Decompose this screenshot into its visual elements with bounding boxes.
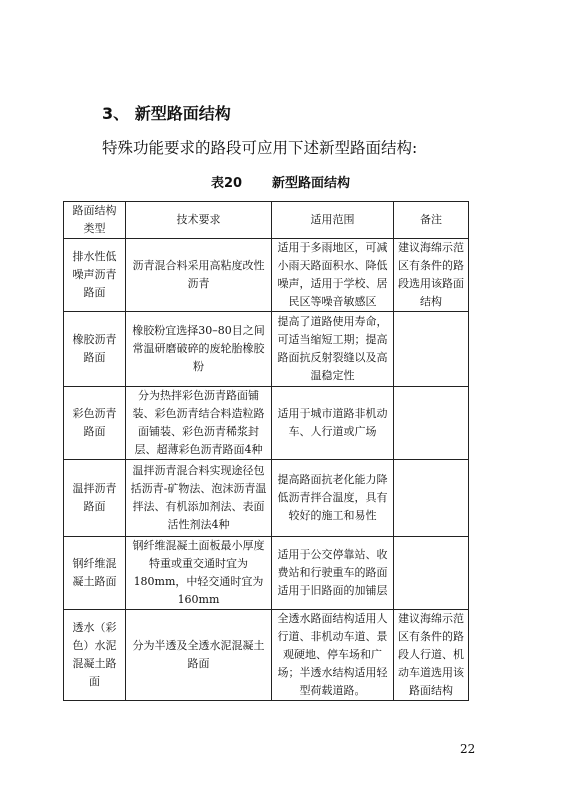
cell-remarks [394,537,469,610]
cell-requirements: 沥青混合料采用高粘度改性沥青 [126,239,272,312]
header-remarks: 备注 [394,202,469,239]
cell-remarks [394,387,469,460]
cell-type: 钢纤维混凝土路面 [64,537,126,610]
table-row [64,460,469,537]
cell-scope: 适用于公交停靠站、收费站和行驶重车的路面适用于旧路面的加铺层 [272,537,394,610]
cell-requirements: 分为半透及全透水泥混凝土路面 [126,610,272,701]
table-row [64,239,469,312]
header-type: 路面结构类型 [64,202,126,239]
cell-type: 彩色沥青路面 [64,387,126,460]
intro-paragraph: 特殊功能要求的路段可应用下述新型路面结构: [102,139,418,157]
cell-type: 透水（彩色）水泥混凝土路面 [64,610,126,701]
cell-remarks: 建议海绵示范区有条件的路段选用该路面结构 [394,239,469,312]
table-caption [0,172,561,191]
cell-type: 温拌沥青路面 [64,460,126,537]
page-number: 22 [460,742,476,756]
cell-remarks [394,460,469,537]
cell-scope: 全透水路面结构适用人行道、非机动车道、景观硬地、停车场和广场；半透水结构适用轻型荷载道路。 [272,610,394,701]
cell-scope: 提高了道路使用寿命，可适当缩短工期；提高路面抗反射裂缝以及高温稳定性 [272,312,394,387]
table-header-row [64,202,469,239]
cell-type: 橡胶沥青路面 [64,312,126,387]
table-row [64,312,469,387]
header-requirements: 技术要求 [126,202,272,239]
cell-requirements: 温拌沥青混合料实现途径包括沥青-矿物法、泡沫沥青温拌法、有机添加剂法、表面活性剂法4种 [126,460,272,537]
cell-remarks [394,312,469,387]
cell-scope: 适用于城市道路非机动车、人行道或广场 [272,387,394,460]
cell-type: 排水性低噪声沥青路面 [64,239,126,312]
cell-requirements: 分为热拌彩色沥青路面铺装、彩色沥青结合料造粒路面铺装、彩色沥青稀浆封层、超薄彩色沥青路面4种 [126,387,272,460]
table-number: 表20 [210,176,243,191]
cell-scope: 提高路面抗老化能力降低沥青拌合温度，具有较好的施工和易性 [272,460,394,537]
cell-requirements: 橡胶粉宜选择30–80目之间常温研磨破碎的废轮胎橡胶粉 [126,312,272,387]
cell-remarks: 建议海绵示范区有条件的路段人行道、机动车道选用该路面结构 [394,610,469,701]
table-title: 新型路面结构 [272,176,351,191]
cell-scope: 适用于多雨地区，可减小雨天路面积水、降低噪声，适用于学校、居民区等噪音敏感区 [272,239,394,312]
header-scope: 适用范围 [272,202,394,239]
section-heading: 3、 新型路面结构 [102,104,231,123]
table-row [64,537,469,610]
pavement-structure-table [63,201,469,701]
table-row [64,387,469,460]
cell-requirements: 钢纤维混凝土面板最小厚度特重或重交通时宜为180mm，中轻交通时宜为160mm [126,537,272,610]
table-row [64,610,469,701]
